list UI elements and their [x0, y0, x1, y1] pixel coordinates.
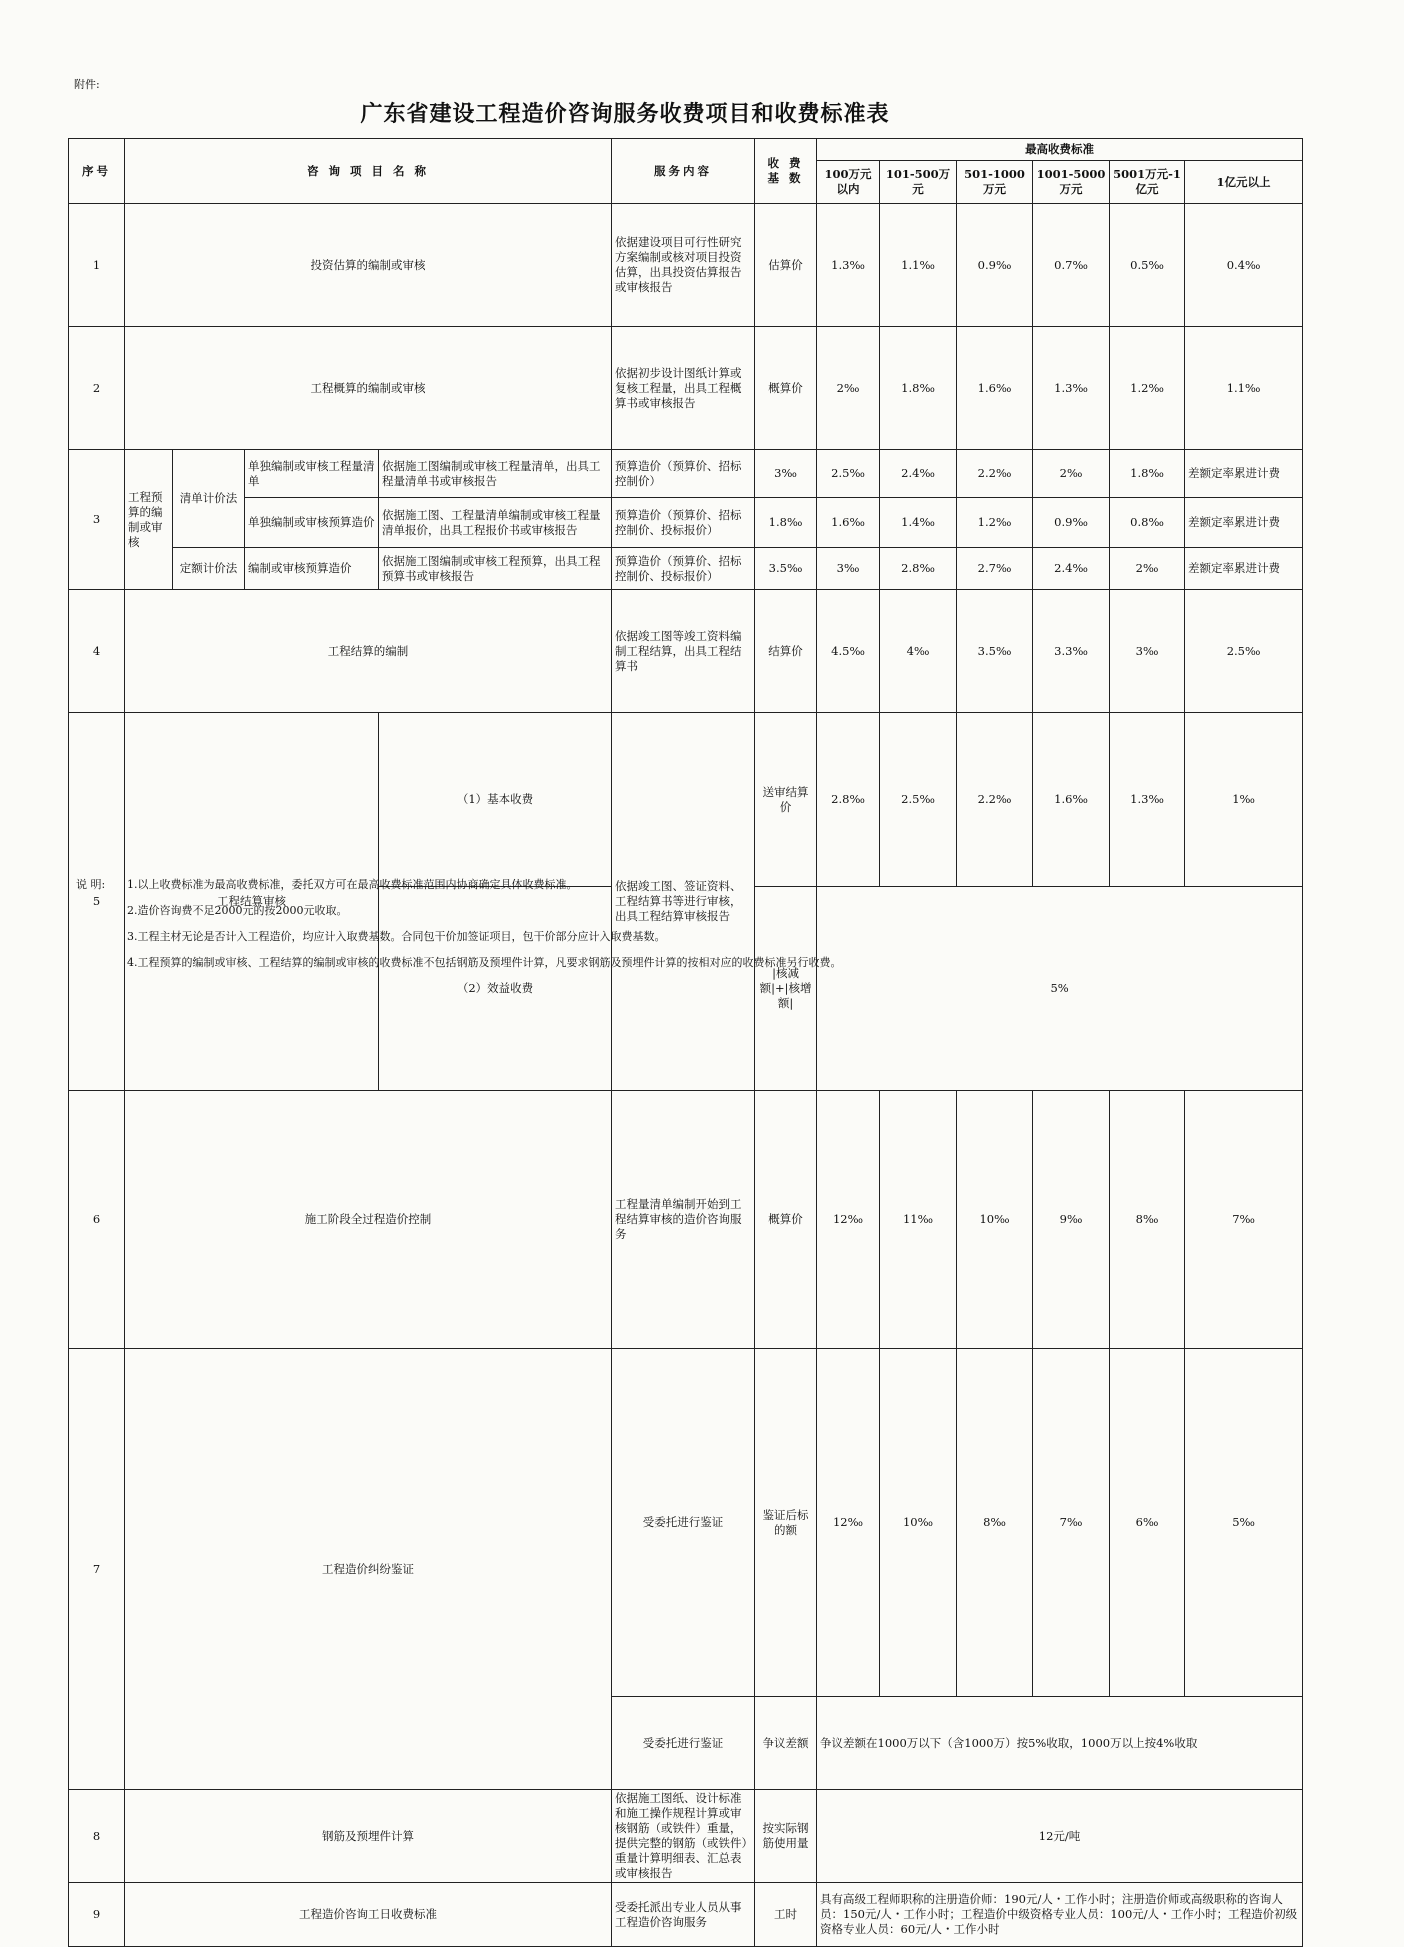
row-seq: 1 — [69, 204, 125, 327]
row-base: 预算造价（预算价、招标控制价、投标报价） — [612, 548, 755, 590]
rate-cell: 4.5‰ — [817, 590, 880, 713]
row-content: 依据初步设计图纸计算或复核工程量，出具工程概算书或审核报告 — [612, 327, 755, 450]
row-name: 工程造价纠纷鉴证 — [125, 1349, 612, 1790]
row-name: 施工阶段全过程造价控制 — [125, 1091, 612, 1349]
method-list-pricing: 清单计价法 — [173, 450, 245, 548]
method-quota-pricing: 定额计价法 — [173, 548, 245, 590]
header-base: 收 费 基 数 — [755, 139, 817, 204]
rate-cell: 10‰ — [957, 1091, 1033, 1349]
rate-cell: 2.5‰ — [880, 713, 957, 887]
rate-cell: 1‰ — [1185, 713, 1303, 887]
rate-cell: 3.5‰ — [957, 590, 1033, 713]
rate-cell: 8‰ — [1110, 1091, 1185, 1349]
rate-cell: 2.5‰ — [1185, 590, 1303, 713]
rate-cell: 1.1‰ — [880, 204, 957, 327]
rate-cell: 2.7‰ — [957, 548, 1033, 590]
rate-cell: 1.3‰ — [817, 204, 880, 327]
notes-section — [76, 872, 842, 976]
rate-cell: 2‰ — [1033, 450, 1110, 498]
table-row — [69, 498, 1303, 548]
rate-cell: 4‰ — [880, 590, 957, 713]
note-item: 4.工程预算的编制或审核、工程结算的编制或审核的收费标准不包括钢筋及预埋件计算，凡要求钢筋及预埋件计算的按相对应的收费标准另行收费。 — [127, 956, 842, 969]
rate-cell: 1.3‰ — [1110, 713, 1185, 887]
row-content: 依据建设项目可行性研究方案编制或核对项目投资估算，出具投资估算报告或审核报告 — [612, 204, 755, 327]
rate-cell: 11‰ — [880, 1091, 957, 1349]
rate-cell: 3.3‰ — [1033, 590, 1110, 713]
row-content: 依据施工图纸、设计标准和施工操作规程计算或审核钢筋（或铁件）重量，提供完整的钢筋（或铁件）重量计算明细表、汇总表或审核报告 — [612, 1790, 755, 1883]
rate-cell: 0.5‰ — [1110, 204, 1185, 327]
row-content: 受委托派出专业人员从事工程造价咨询服务 — [612, 1883, 755, 1947]
rate-cell: 1.6‰ — [957, 327, 1033, 450]
rate-cell: 6‰ — [1110, 1349, 1185, 1697]
row-base: 预算造价（预算价、招标控制价、投标报价） — [612, 498, 755, 548]
row-group: 工程预算的编制或审核 — [125, 450, 173, 590]
row-base: 工时 — [755, 1883, 817, 1947]
attachment-label: 附件: — [74, 78, 100, 91]
rate-cell: 1.6‰ — [1033, 713, 1110, 887]
rate-cell: 2.4‰ — [880, 450, 957, 498]
row-base: |核减额|+|核增额| — [755, 887, 817, 1091]
rate-cell: 2‰ — [1110, 548, 1185, 590]
row-seq: 4 — [69, 590, 125, 713]
row-base: 送审结算价 — [755, 713, 817, 887]
rate-cell: 0.9‰ — [957, 204, 1033, 327]
rate-cell: 1.8‰ — [755, 498, 817, 548]
rate-cell: 1.8‰ — [1110, 450, 1185, 498]
rate-cell: 12‰ — [817, 1349, 880, 1697]
rate-cell: 1.2‰ — [1110, 327, 1185, 450]
row-seq: 8 — [69, 1790, 125, 1883]
rate-cell: 2.4‰ — [1033, 548, 1110, 590]
rate-cell: 2.8‰ — [817, 713, 880, 887]
table-row — [69, 590, 1303, 713]
row-content: 依据施工图、工程量清单编制或审核工程量清单报价，出具工程报价书或审核报告 — [379, 498, 612, 548]
row-subname: （2）效益收费 — [379, 887, 612, 1091]
rate-cell: 2.5‰ — [817, 450, 880, 498]
notes-label: 说 明: — [76, 878, 106, 891]
table-row — [69, 1091, 1303, 1349]
page-title: 广东省建设工程造价咨询服务收费项目和收费标准表 — [360, 101, 890, 127]
rate-cell: 5‰ — [1185, 1349, 1303, 1697]
row-name: 钢筋及预埋件计算 — [125, 1790, 612, 1883]
rate-cell: 2‰ — [817, 327, 880, 450]
note-item: 2.造价咨询费不足2000元的按2000元收取。 — [127, 904, 348, 917]
row-base: 按实际钢筋使用量 — [755, 1790, 817, 1883]
rate-cell: 2.2‰ — [957, 713, 1033, 887]
row-content: 依据竣工图、签证资料、工程结算书等进行审核，出具工程结算审核报告 — [612, 713, 755, 1091]
rate-cell: 1.3‰ — [1033, 327, 1110, 450]
table-row — [69, 327, 1303, 450]
row-base: 概算价 — [755, 1091, 817, 1349]
rate-cell: 2.2‰ — [957, 450, 1033, 498]
rate-cell: 0.4‰ — [1185, 204, 1303, 327]
row-base: 概算价 — [755, 327, 817, 450]
header-item: 咨 询 项 目 名 称 — [125, 139, 612, 204]
rate-cell-merged: 12元/吨 — [817, 1790, 1303, 1883]
rate-cell: 1.6‰ — [817, 498, 880, 548]
table-row — [69, 548, 1303, 590]
rate-cell: 3‰ — [817, 548, 880, 590]
header-content: 服务内容 — [612, 139, 755, 204]
rate-cell: 0.7‰ — [1033, 204, 1110, 327]
row-remark: 差额定率累进计费 — [1185, 498, 1303, 548]
rate-cell: 8‰ — [957, 1349, 1033, 1697]
row-base: 估算价 — [755, 204, 817, 327]
rate-cell: 1.2‰ — [957, 498, 1033, 548]
header-tier-2: 101-500万元 — [880, 161, 957, 204]
rate-cell: 3‰ — [1110, 590, 1185, 713]
rate-cell: 10‰ — [880, 1349, 957, 1697]
row-seq: 7 — [69, 1349, 125, 1790]
row-name: 工程概算的编制或审核 — [125, 327, 612, 450]
rate-cell: 1.4‰ — [880, 498, 957, 548]
row-base: 争议差额 — [755, 1697, 817, 1790]
row-base: 结算价 — [755, 590, 817, 713]
rate-cell: 12‰ — [817, 1091, 880, 1349]
row-base: 鉴证后标的额 — [755, 1349, 817, 1697]
row-base: 预算造价（预算价、招标控制价） — [612, 450, 755, 498]
header-tier-6: 1亿元以上 — [1185, 161, 1303, 204]
row-name: 工程结算的编制 — [125, 590, 612, 713]
row-seq: 5 — [69, 713, 125, 1091]
row-seq: 2 — [69, 327, 125, 450]
rate-cell: 0.9‰ — [1033, 498, 1110, 548]
rate-cell: 3‰ — [755, 450, 817, 498]
rate-cell: 9‰ — [1033, 1091, 1110, 1349]
row-subname: （1）基本收费 — [379, 713, 612, 887]
table-row — [69, 713, 1303, 887]
row-content: 依据竣工图等竣工资料编制工程结算，出具工程结算书 — [612, 590, 755, 713]
header-tier-5: 5001万元-1亿元 — [1110, 161, 1185, 204]
note-item: 3.工程主材无论是否计入工程造价，均应计入取费基数。合同包干价加签证项目，包干价部分应计入取费基数。 — [127, 930, 666, 943]
row-content: 受委托进行鉴证 — [612, 1697, 755, 1790]
row-name: 投资估算的编制或审核 — [125, 204, 612, 327]
row-content: 受委托进行鉴证 — [612, 1349, 755, 1697]
rate-cell: 0.8‰ — [1110, 498, 1185, 548]
row-remark: 差额定率累进计费 — [1185, 548, 1303, 590]
row-seq: 6 — [69, 1091, 125, 1349]
note-item: 1.以上收费标准为最高收费标准，委托双方可在最高收费标准范围内协商确定具体收费标准。 — [127, 878, 578, 891]
row-content: 依据施工图编制或审核工程预算，出具工程预算书或审核报告 — [379, 548, 612, 590]
row-subname: 单独编制或审核工程量清单 — [245, 450, 379, 498]
rate-cell: 2.8‰ — [880, 548, 957, 590]
table-row — [69, 1883, 1303, 1947]
rate-cell-merged: 5% — [817, 887, 1303, 1091]
rate-cell-merged: 具有高级工程师职称的注册造价师：190元/人・工作小时；注册造价师或高级职称的咨询人员：150元/人・工作小时；工程造价中级资格专业人员：100元/人・工作小时；工程造价初级资格专业人员：60元/人・工作小时 — [817, 1883, 1303, 1947]
row-remark: 差额定率累进计费 — [1185, 450, 1303, 498]
row-subname: 编制或审核预算造价 — [245, 548, 379, 590]
row-content: 工程量清单编制开始到工程结算审核的造价咨询服务 — [612, 1091, 755, 1349]
row-name: 工程结算审核 — [125, 713, 379, 1091]
rate-cell: 1.8‰ — [880, 327, 957, 450]
header-max-standard: 最高收费标准 — [817, 139, 1303, 161]
rate-cell: 7‰ — [1185, 1091, 1303, 1349]
rate-cell: 7‰ — [1033, 1349, 1110, 1697]
header-tier-4: 1001-5000万元 — [1033, 161, 1110, 204]
table-row — [69, 1349, 1303, 1697]
fee-standard-table — [68, 138, 1303, 1947]
row-name: 工程造价咨询工日收费标准 — [125, 1883, 612, 1947]
header-tier-1: 100万元以内 — [817, 161, 880, 204]
table-row — [69, 1790, 1303, 1883]
row-content: 依据施工图编制或审核工程量清单，出具工程量清单书或审核报告 — [379, 450, 612, 498]
table-row — [69, 450, 1303, 498]
rate-cell: 3.5‰ — [755, 548, 817, 590]
row-subname: 单独编制或审核预算造价 — [245, 498, 379, 548]
row-seq: 3 — [69, 450, 125, 590]
rate-cell-merged: 争议差额在1000万以下（含1000万）按5%收取，1000万以上按4%收取 — [817, 1697, 1303, 1790]
row-seq: 9 — [69, 1883, 125, 1947]
rate-cell: 1.1‰ — [1185, 327, 1303, 450]
table-row — [69, 204, 1303, 327]
header-seq: 序号 — [69, 139, 125, 204]
header-tier-3: 501-1000万元 — [957, 161, 1033, 204]
